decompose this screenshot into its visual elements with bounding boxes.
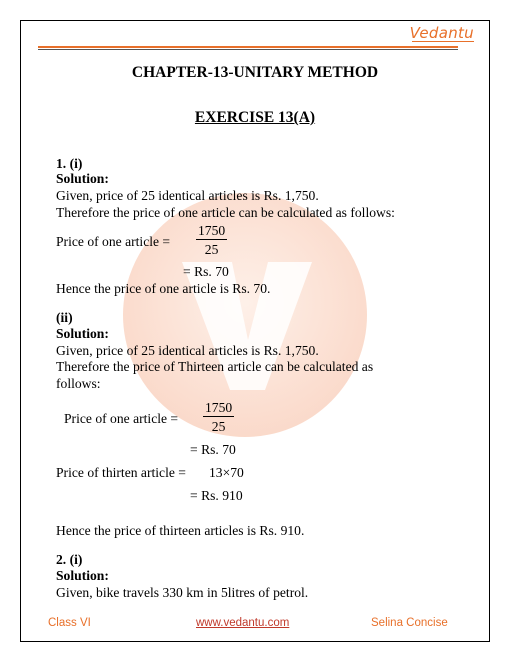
q1ii-fraction-denominator: 25 xyxy=(211,419,226,434)
q1ii-result: = Rs. 70 xyxy=(190,442,236,457)
q1i-calc-label: Price of one article = xyxy=(56,234,171,249)
q1ii-fraction xyxy=(203,399,234,436)
header-divider-thin xyxy=(38,49,458,50)
q1ii-result2: = Rs. 910 xyxy=(190,488,243,503)
q2i-label: 2. (i) xyxy=(56,552,83,567)
q1i-fraction-denominator: 25 xyxy=(204,242,219,257)
exercise-heading: EXERCISE 13(A) xyxy=(194,109,316,126)
q2i-given: Given, bike travels 330 km in 5litres of petrol. xyxy=(56,585,309,600)
footer-website-link[interactable]: www.vedantu.com xyxy=(196,617,290,629)
q1i-fraction-numerator: 1750 xyxy=(198,223,226,238)
q2i-solution-label: Solution: xyxy=(56,568,109,583)
q1i-therefore: Therefore the price of one article can be calculated as follows: xyxy=(56,205,395,220)
q1i-hence: Hence the price of one article is Rs. 70. xyxy=(56,281,271,296)
vedantu-logo: Vedantu xyxy=(409,24,474,42)
q1ii-given: Given, price of 25 identical articles is Rs. 1,750. xyxy=(56,343,319,358)
q1ii-calc2-expression: 13×70 xyxy=(209,465,244,480)
q1ii-solution-label: Solution: xyxy=(56,326,109,341)
q1ii-calc-label: Price of one article = xyxy=(64,411,179,426)
q1ii-therefore-line1: Therefore the price of Thirteen article can be calculated as xyxy=(56,359,374,374)
q1i-solution-label: Solution: xyxy=(56,171,109,186)
chapter-title: CHAPTER-13-UNITARY METHOD xyxy=(131,64,379,81)
q1ii-fraction-numerator: 1750 xyxy=(205,400,233,415)
q1ii-hence: Hence the price of thirteen articles is Rs. 910. xyxy=(56,523,305,538)
q1i-given: Given, price of 25 identical articles is Rs. 1,750. xyxy=(56,188,319,203)
footer-class: Class VI xyxy=(48,617,91,629)
q1i-result: = Rs. 70 xyxy=(183,264,229,279)
header-divider xyxy=(38,46,458,48)
vedantu-watermark-logo xyxy=(120,190,370,440)
footer-book: Selina Concise xyxy=(371,617,448,629)
q1ii-therefore-line2: follows: xyxy=(56,376,101,391)
q1i-label: 1. (i) xyxy=(56,156,83,171)
q1i-fraction xyxy=(196,222,227,259)
q1ii-calc2-label: Price of thirten article = xyxy=(56,465,186,480)
q1ii-label: (ii) xyxy=(56,310,73,325)
